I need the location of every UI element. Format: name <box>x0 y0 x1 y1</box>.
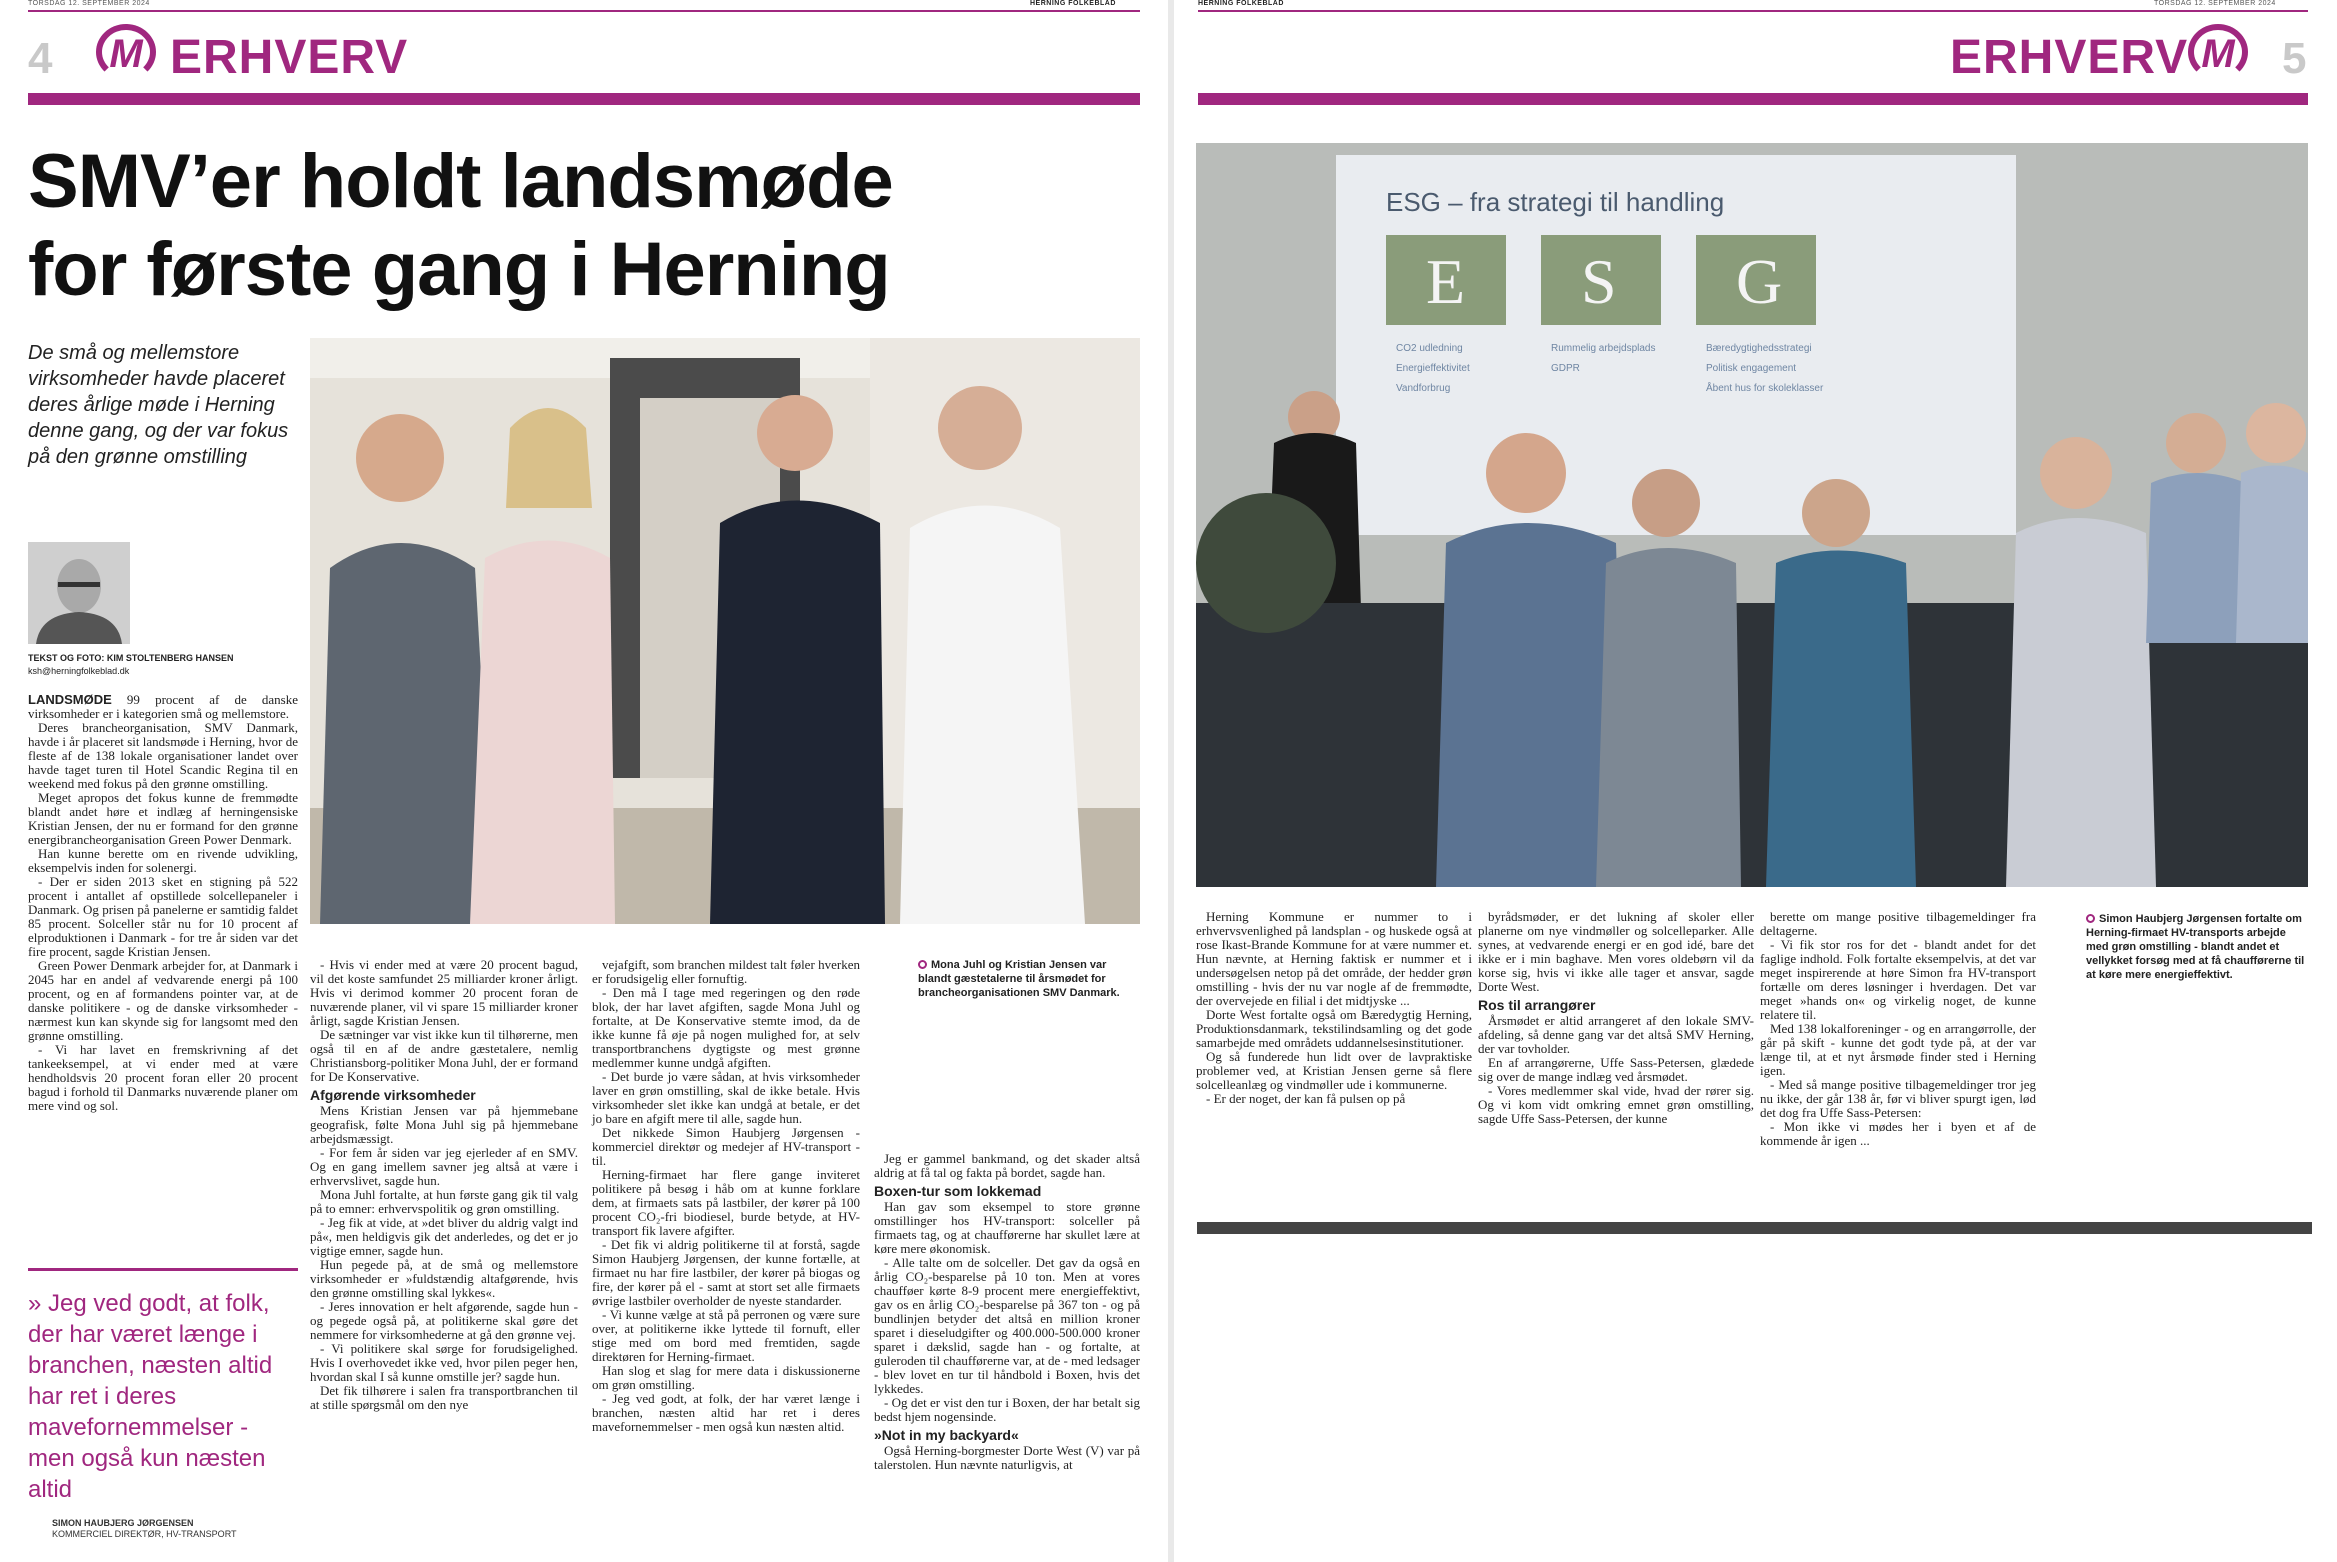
slide-bullet: CO2 udledning <box>1396 343 1463 354</box>
paragraph: - Det burde jo være sådan, at hvis virksomheder laver en grøn omstilling, skal de ikke betale. Hvis virksomheder slet ikke kan undgå at betale, er det jo bare en afgift mere til alle, sagde hun. <box>592 1069 860 1126</box>
paragraph: Herning Kommune er nummer to i erhvervsvenlighed på landsplan - og huskede også at rose Ikast-Brande Kommune for at være nummer et. Hun nævnte, at Herning faktisk er nummer et i undersøgelsen netop på det område, der hedder grøn omstilling - hvis der nu var nogle af de fremmødte, der overvejede en filial i det midtjyske ... <box>1196 909 1472 1008</box>
slide-bullet: Politisk engagement <box>1706 363 1797 374</box>
paper-logo-icon: M <box>96 24 156 80</box>
paper-logo-icon-right: M <box>2188 24 2248 80</box>
section-band <box>28 93 1140 105</box>
masthead-paper: HERNING FOLKEBLAD <box>1030 0 1116 7</box>
paragraph: - Det fik vi aldrig politikerne til at forstå, sagde Simon Haubjerg Jørgensen, der kunne fortælle, at firmaet nu har fire lastbiler, der kører på biogas og fire, der kører på el - samt at stort set alle firmaets øvrige lastbiler overholder de nyeste standarder. <box>592 1237 860 1308</box>
article-photo-speakers <box>310 338 1140 924</box>
paragraph: Han kunne berette om en rivende udvikling, eksempelvis inden for solenergi. <box>28 846 298 875</box>
slide-bullet: Bæredygtighedsstrategi <box>1706 343 1812 354</box>
paragraph: Og så funderede hun lidt over de lavpraktiske problemer ved, at Kristian Jensen gerne så flere solcelleanlæg og vindmøller ude i kommunerne. <box>1196 1049 1472 1092</box>
slide-bullet: Energieffektivitet <box>1396 363 1470 374</box>
slide-bullet: Rummelig arbejdsplads <box>1551 343 1656 354</box>
paragraph: Meget apropos det fokus kunne de fremmødte blandt andet høre et indlæg af herningensiske Kristian Jensen, der nu er formand for den grønne energibrancheorganisation Green Power Denmark. <box>28 790 298 847</box>
paragraph: Herning-firmaet har flere gange inviteret politikere på besøg i håb om at kunne forklare dem, at firmaets sats på lastbiler, der kører på 100 procent CO₂-fri biodiesel, burde betyde, at HV-transport fik lavere afgifter. <box>592 1167 860 1238</box>
paragraph: Dorte West fortalte også om Bæredygtig Herning, Produktionsdanmark, tekstilindsamling og det gode samarbejde med områdets uddannelsesinstitutioner. <box>1196 1007 1472 1050</box>
byline-email[interactable]: ksh@herningfolkeblad.dk <box>28 666 130 676</box>
page-number: 4 <box>28 34 53 83</box>
top-rule-right <box>1198 10 2308 12</box>
slide-letter-s: S <box>1581 246 1617 317</box>
paragraph: Han slog et slag for mere data i diskussionerne om grøn omstilling. <box>592 1363 860 1392</box>
masthead-paper-right: HERNING FOLKEBLAD <box>1198 0 1284 7</box>
article-column-4 <box>874 1152 1140 1472</box>
paragraph: - Hvis vi ender med at være 20 procent bagud, vil det koste samfundet 25 milliarder kroner årligt. Hvis vi derimod kommer 20 procent foran de nuværende planer, vil vi spare 15 milliarder kroner årligt, sagde Kristian Jensen. <box>310 957 578 1028</box>
subheading: Afgørende virksomheder <box>310 1087 476 1103</box>
section-band-right <box>1198 93 2308 105</box>
slide-letter-e: E <box>1426 246 1466 317</box>
slide-bullet: Vandforbrug <box>1396 383 1451 394</box>
paragraph: Det nikkede Simon Haubjerg Jørgensen - kommerciel direktør og medejer af HV-transport - til. <box>592 1125 860 1168</box>
lead-text: De små og mellemstore virksomheder havde placeret deres årlige møde i Herning denne gang, og der var fokus på den grønne omstilling <box>28 342 289 468</box>
subheading: »Not in my backyard« <box>874 1427 1019 1443</box>
article-column-r2 <box>1478 910 1754 1126</box>
left-page <box>0 0 1168 1562</box>
page-number-right: 5 <box>2282 34 2307 83</box>
paragraph: - Er der noget, der kan få pulsen op på <box>1206 1091 1406 1106</box>
paragraph: Green Power Denmark arbejder for, at Danmark i 2045 har en andel af vedvarende energi på 100 procent, og en af formandens pointer var, at de danske politikere - og de danske virksomheder - nærmest kun kan skynde sig for langsomt med den grønne omstilling. <box>28 958 298 1043</box>
paragraph: berette om mange positive tilbagemeldinger fra deltagerne. <box>1760 909 2036 938</box>
paragraph: - Den må I tage med regeringen og den røde blok, der har lavet afgiften, sagde Mona Juhl og fortalte, at De Konservative stemte imod, da de ikke kunne få øje på nogen mulighed for, at selv transportbranchens dygtigste og mest grønne medlemmer kunne undgå afgiften. <box>592 985 860 1070</box>
article-column-r1 <box>1196 910 1472 1106</box>
paragraph: - Vi kunne vælge at stå på perronen og være sure over, at politikerne ikke lyttede til fornuft, eller stige med om bord med fremtiden, sagde direktøren for Herning-firmaet. <box>592 1307 860 1364</box>
slide-letter-g: G <box>1736 246 1783 317</box>
caption-bullet-icon <box>2086 914 2095 923</box>
article-column-2 <box>310 958 578 1412</box>
slide-bullet: Åbent hus for skoleklasser <box>1706 383 1824 394</box>
paragraph: - For fem år siden var jeg ejerleder af en SMV. Og en gang imellem savner jeg altså at være i erhvervslivet, sagde hun. <box>310 1145 578 1188</box>
paragraph: Hun pegede på, at de små og mellemstore virksomheder er »fuldstændig altafgørende, hvis den grønne omstilling skal lykkes«. <box>310 1257 578 1300</box>
quote-rule <box>28 1268 298 1271</box>
paragraph: Også Herning-borgmester Dorte West (V) var på talerstolen. Hun nævnte naturligvis, at <box>874 1443 1140 1472</box>
paragraph: - Jeres innovation er helt afgørende, sagde hun - og pegede også på, at politikerne skal gøre det nemmere for virksomhederne at gå den grønne vej. <box>310 1299 578 1342</box>
paragraph: Årsmødet er altid arrangeret af den lokale SMV-afdeling, så denne gang var det altså SMV Herning, der var tovholder. <box>1478 1013 1754 1056</box>
slide-title: ESG – fra strategi til handling <box>1386 187 1725 217</box>
paragraph: - Jeg fik at vide, at »det bliver du aldrig valgt ind på«, men heldigvis gik det anderledes, og det er jo vigtige emner, sagde hun. <box>310 1215 578 1258</box>
photo-caption-right: Simon Haubjerg Jørgensen fortalte om Herning-firmaet HV-transports arbejde med grøn omstilling - blandt andet et vellykket forsøg med at få chaufførerne til at køre mere energieffektivt. <box>2086 913 2305 981</box>
bottom-bar <box>1197 1222 2312 1234</box>
paragraph: - Vi har lavet en fremskrivning af det tankeeksempel, at vi ender med at være hendholdsvis 20 procent foran eller 20 procent bagud i forhold til Danmarks nuværende planer om mere vind og sol. <box>28 1042 298 1113</box>
paragraph: - Vi fik stor ros for det - blandt andet for det faglige indhold. Folk fortalte eksempelvis, at det var meget inspirerende at høre Simon fra HV-transport fortælle om deres løsninger i hverdagen. Det var meget »hands on« og virkelig noget, de kunne relatere til. <box>1760 937 2036 1022</box>
article-column-1: LANDSMØDE 99 procent af de danske virksomheder er i kategorien små og mellemstore. Deres brancheorganisation, SMV Danmark, havde i år placeret sit landsmøde i Herning, hvor de fleste af de 138 lokale organisationer landet over havde taget turen til Hotel Scandic Regina til en weekend med fokus på den grønne omstilling. Meget apropos det fokus kunne de fremmødte blandt andet høre et indlæg af herningensiske Kristian Jensen, der nu er formand for den grønne energibrancheorganisation Green Power Denmark. Han kunne berette om en rivende udvikling, eksempelvis inden for solenergi. - Der er siden 2013 sket en stigning på 522 procent i antallet af opstillede solcellepaneler i Danmark. Og prisen på panelerne er samtidig faldet 85 procent. Solceller står nu for 10 procent af elproduktionen i Danmark - for tre år siden var det fire procent, sagde Kristian Jensen. Green Power Denmark arbejder for, at Danmark i 2045 har en andel af vedvarende energi på 100 procent, og en af formandens pointer var, at de danske politikere - og de danske virksomheder - nærmest kun kan skynde sig for langsomt med den grønne omstilling. - Vi har lavet en fremskrivning af det tankeeksempel, at vi ender med at være hendholdsvis 20 procent foran eller 20 procent bagud i forhold til Danmarks nuværende planer om mere vind og sol. <box>28 692 298 1113</box>
paragraph: - Mon ikke vi mødes her i byen et af de kommende år igen ... <box>1760 1119 2036 1148</box>
photo-caption-left: Mona Juhl og Kristian Jensen var blandt gæstetalerne til årsmødet for brancheorganisationen SMV Danmark. <box>918 959 1120 999</box>
paragraph: byrådsmøder, er det lukning af skoler eller planerne om nye vindmøller og solcelleparker. Alle synes, at vedvarende energi er en god idé, bare det ikke er i min baghave. Men vores oldebørn vil da korse sig, hvis vi ikke alle tager et ansvar, sagde Dorte West. <box>1478 909 1754 994</box>
top-rule <box>28 10 1140 12</box>
section-title: ERHVERV <box>170 31 409 84</box>
subheading: Boxen-tur som lokkemad <box>874 1183 1042 1199</box>
paragraph: - Alle talte om de solceller. Det gav da også en årlig CO₂-besparelse på 10 ton. Men at vores chaufføer kørte 8-9 procent mere energieffektivt, gav os en årlig CO₂-besparelse på 367 ton - og på bundlinjen betyder det altså en million kroner sparet i dieseludgifter og 400.000-500.000 kroner sparet i dækslid, sagde han - og fortalte, at guleroden til chaufførerne var, at de - med ledsager - blev lovet en tur til håndbold i Boxen, hvis det lykkedes. <box>874 1255 1140 1396</box>
subheading: Ros til arrangører <box>1478 997 1596 1013</box>
paragraph: - Og det er vist den tur i Boxen, der har betalt sig bedst hjem nogensinde. <box>874 1395 1140 1424</box>
paragraph: Jeg er gammel bankmand, og det skader altså aldrig at få tal og fakta på bordet, sagde han. <box>874 1151 1140 1180</box>
paragraph: Med 138 lokalforeninger - og en arrangørrolle, der går på skift - kunne det godt tyde på, at der var længe til, at et nyt årsmøde finder sted i Herning igen. <box>1760 1021 2036 1078</box>
paragraph: vejafgift, som branchen mildest talt føler hverken er forudsigelig eller fornuftig. <box>592 957 860 986</box>
paragraph: Det fik tilhørere i salen fra transportbranchen til at stille spørgsmål om den nye <box>310 1383 578 1412</box>
article-column-r3 <box>1760 910 2036 1148</box>
paragraph: Mens Kristian Jensen var på hjemmebane geografisk, følte Mona Juhl sig på hjemmebane arbejdsmæssigt. <box>310 1103 578 1146</box>
paragraph: Deres brancheorganisation, SMV Danmark, havde i år placeret sit landsmøde i Herning, hvor de fleste af de 138 lokale organisationer landet over havde taget turen til Hotel Scandic Regina til en weekend med fokus på den grønne omstilling. <box>28 720 298 791</box>
pull-quote: » Jeg ved godt, at folk, der har været længe i branchen, næsten altid har ret i deres mavefornemmelser - men også kun næsten altid <box>28 1290 273 1503</box>
paragraph: - Der er siden 2013 sket en stigning på 522 procent i antallet af opstillede solcellepaneler i Danmark. Og prisen på panelerne er samtidig faldet 85 procent. Solceller står nu for 10 procent af elproduktionen i Danmark - for tre år siden var det fire procent, sagde Kristian Jensen. <box>28 874 298 959</box>
quote-attribution: SIMON HAUBJERG JØRGENSEN KOMMERCIEL DIREKTØR, HV-TRANSPORT <box>52 1518 237 1539</box>
slide-bullet: GDPR <box>1551 363 1580 374</box>
article-photo-conference <box>1196 143 2308 887</box>
right-page <box>1174 0 2337 1562</box>
headline: SMV’er holdt landsmøde for første gang i Herning <box>28 139 893 312</box>
paragraph: - Med så mange positive tilbagemeldinger tror jeg nu ikke, der går 138 år, før vi bliver spurgt igen, lød det dog fra Uffe Sass-Petersen: <box>1760 1077 2036 1120</box>
paragraph: - Vi politikere skal sørge for forudsigelighed. Hvis I overhovedet ikke ved, hvor pilen peger hen, hvordan skal I så kunne omstille jer? sagde hun. <box>310 1341 578 1384</box>
paragraph: De sætninger var vist ikke kun til tilhørerne, men også til en af de andre gæstetalere, nemlig Christiansborg-politiker Mona Juhl, der er formand for De Konservative. <box>310 1027 578 1084</box>
article-column-3 <box>592 958 860 1434</box>
paragraph: Han gav som eksempel to store grønne omstillinger hos HV-transport: solceller på firmaets tag, og at chaufførerne har skullet lære at køre mere økonomisk. <box>874 1199 1140 1256</box>
caption-bullet-icon <box>918 960 927 969</box>
author-portrait <box>28 542 130 644</box>
section-title-right: ERHVERV <box>1950 31 2189 84</box>
paragraph: En af arrangørerne, Uffe Sass-Petersen, glædede sig over de mange indlæg ved årsmødet. <box>1478 1055 1754 1084</box>
masthead-date-right: TORSDAG 12. SEPTEMBER 2024 <box>2154 0 2276 7</box>
masthead-date: TORSDAG 12. SEPTEMBER 2024 <box>28 0 150 7</box>
byline: TEKST OG FOTO: KIM STOLTENBERG HANSEN ksh@herningfolkeblad.dk <box>28 653 234 676</box>
paragraph: - Jeg ved godt, at folk, der har været længe i branchen, næsten altid har ret i deres mavefornemmelser - men også kun næsten altid. <box>592 1391 860 1434</box>
paragraph: Mona Juhl fortalte, at hun første gang gik til valg på to emner: erhvervspolitik og grøn omstilling. <box>310 1187 578 1216</box>
paragraph: - Vores medlemmer skal vide, hvad der rører sig. Og vi kom vidt omkring emnet grøn omstilling, sagde Uffe Sass-Petersen, der kunne <box>1478 1083 1754 1126</box>
